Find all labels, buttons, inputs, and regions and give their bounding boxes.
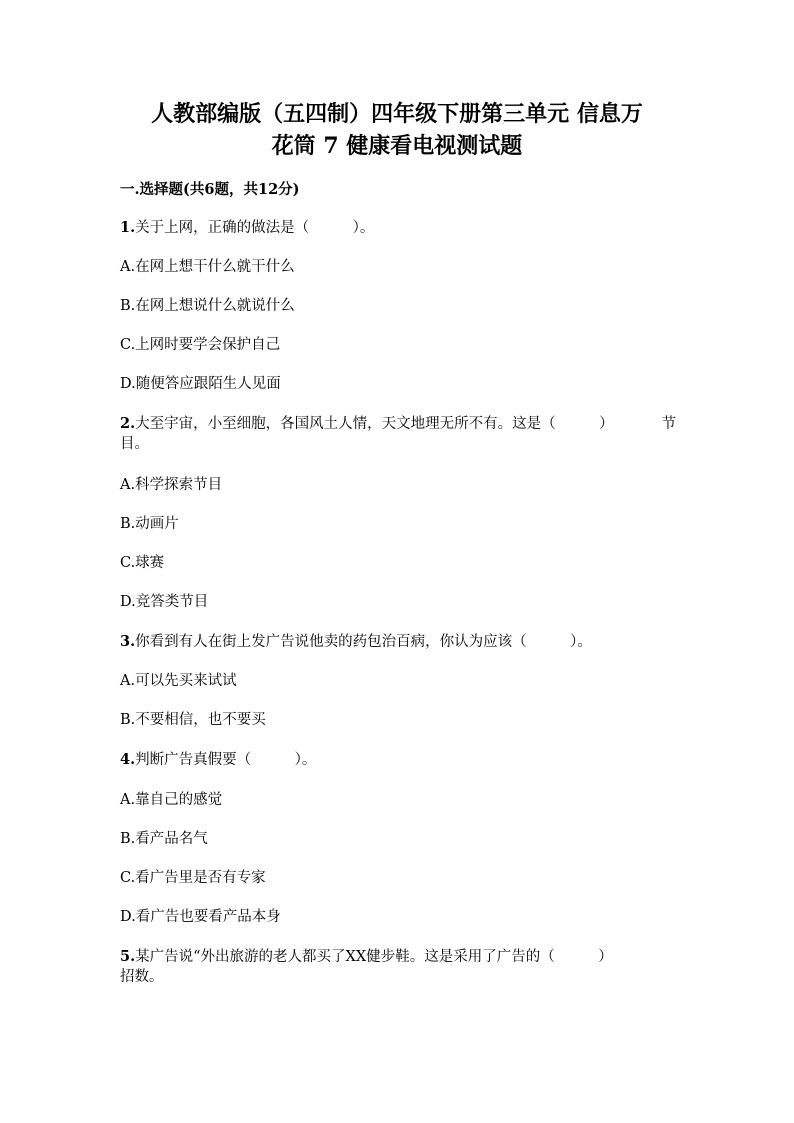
document-title-line2: 花筒 7 健康看电视测试题 — [271, 133, 523, 159]
question-number: 5. — [120, 948, 136, 965]
question-text-line1 — [120, 414, 676, 434]
question-1-option-c: C.上网时要学会保护自己 — [120, 337, 281, 353]
question-4 — [120, 750, 316, 770]
question-number: 4. — [120, 751, 136, 768]
question-2-option-d: D.竞答类节目 — [120, 594, 209, 610]
question-text: 判断广告真假要（ ）。 — [135, 752, 317, 768]
question-text: 某广告说“外出旅游的老人都买了XX健步鞋。这是采用了广告的（ ） — [135, 949, 613, 965]
question-text: 你看到有人在街上发广告说他卖的药包治百病，你认为应该（ ）。 — [135, 634, 592, 650]
document-title-line1: 人教部编版（五四制）四年级下册第三单元 信息万 — [151, 101, 643, 127]
question-2 — [120, 414, 676, 454]
question-text-end: 节 — [661, 416, 676, 432]
question-text-line2: 招数。 — [120, 969, 164, 985]
question-number: 3. — [120, 633, 136, 650]
section-heading: 一.选择题(共6题，共12分) — [120, 181, 300, 198]
question-4-option-d: D.看广告也要看产品本身 — [120, 909, 281, 925]
question-4-option-a: A.靠自己的感觉 — [120, 792, 223, 808]
question-2-option-b: B.动画片 — [120, 516, 179, 532]
question-1-option-b: B.在网上想说什么就说什么 — [120, 298, 295, 314]
question-2-option-a: A.科学探索节目 — [120, 477, 223, 493]
question-1-option-d: D.随便答应跟陌生人见面 — [120, 376, 281, 392]
question-number: 1. — [120, 219, 136, 236]
question-3 — [120, 632, 592, 652]
question-number: 2. — [120, 415, 136, 432]
question-1-option-a: A.在网上想干什么就干什么 — [120, 259, 295, 275]
question-4-option-b: B.看产品名气 — [120, 831, 208, 847]
question-3-option-a: A.可以先买来试试 — [120, 673, 237, 689]
question-1 — [120, 218, 374, 238]
question-3-option-b: B.不要相信，也不要买 — [120, 712, 266, 728]
question-2-option-c: C.球赛 — [120, 555, 165, 571]
question-4-option-c: C.看广告里是否有专家 — [120, 870, 266, 886]
question-text-line1 — [120, 947, 676, 967]
question-text: 大至宇宙，小至细胞，各国风土人情，天文地理无所不有。这是（ ） — [135, 416, 614, 432]
question-text-line2: 目。 — [120, 436, 149, 452]
question-5 — [120, 947, 676, 987]
question-text: 关于上网，正确的做法是（ ）。 — [135, 220, 375, 236]
